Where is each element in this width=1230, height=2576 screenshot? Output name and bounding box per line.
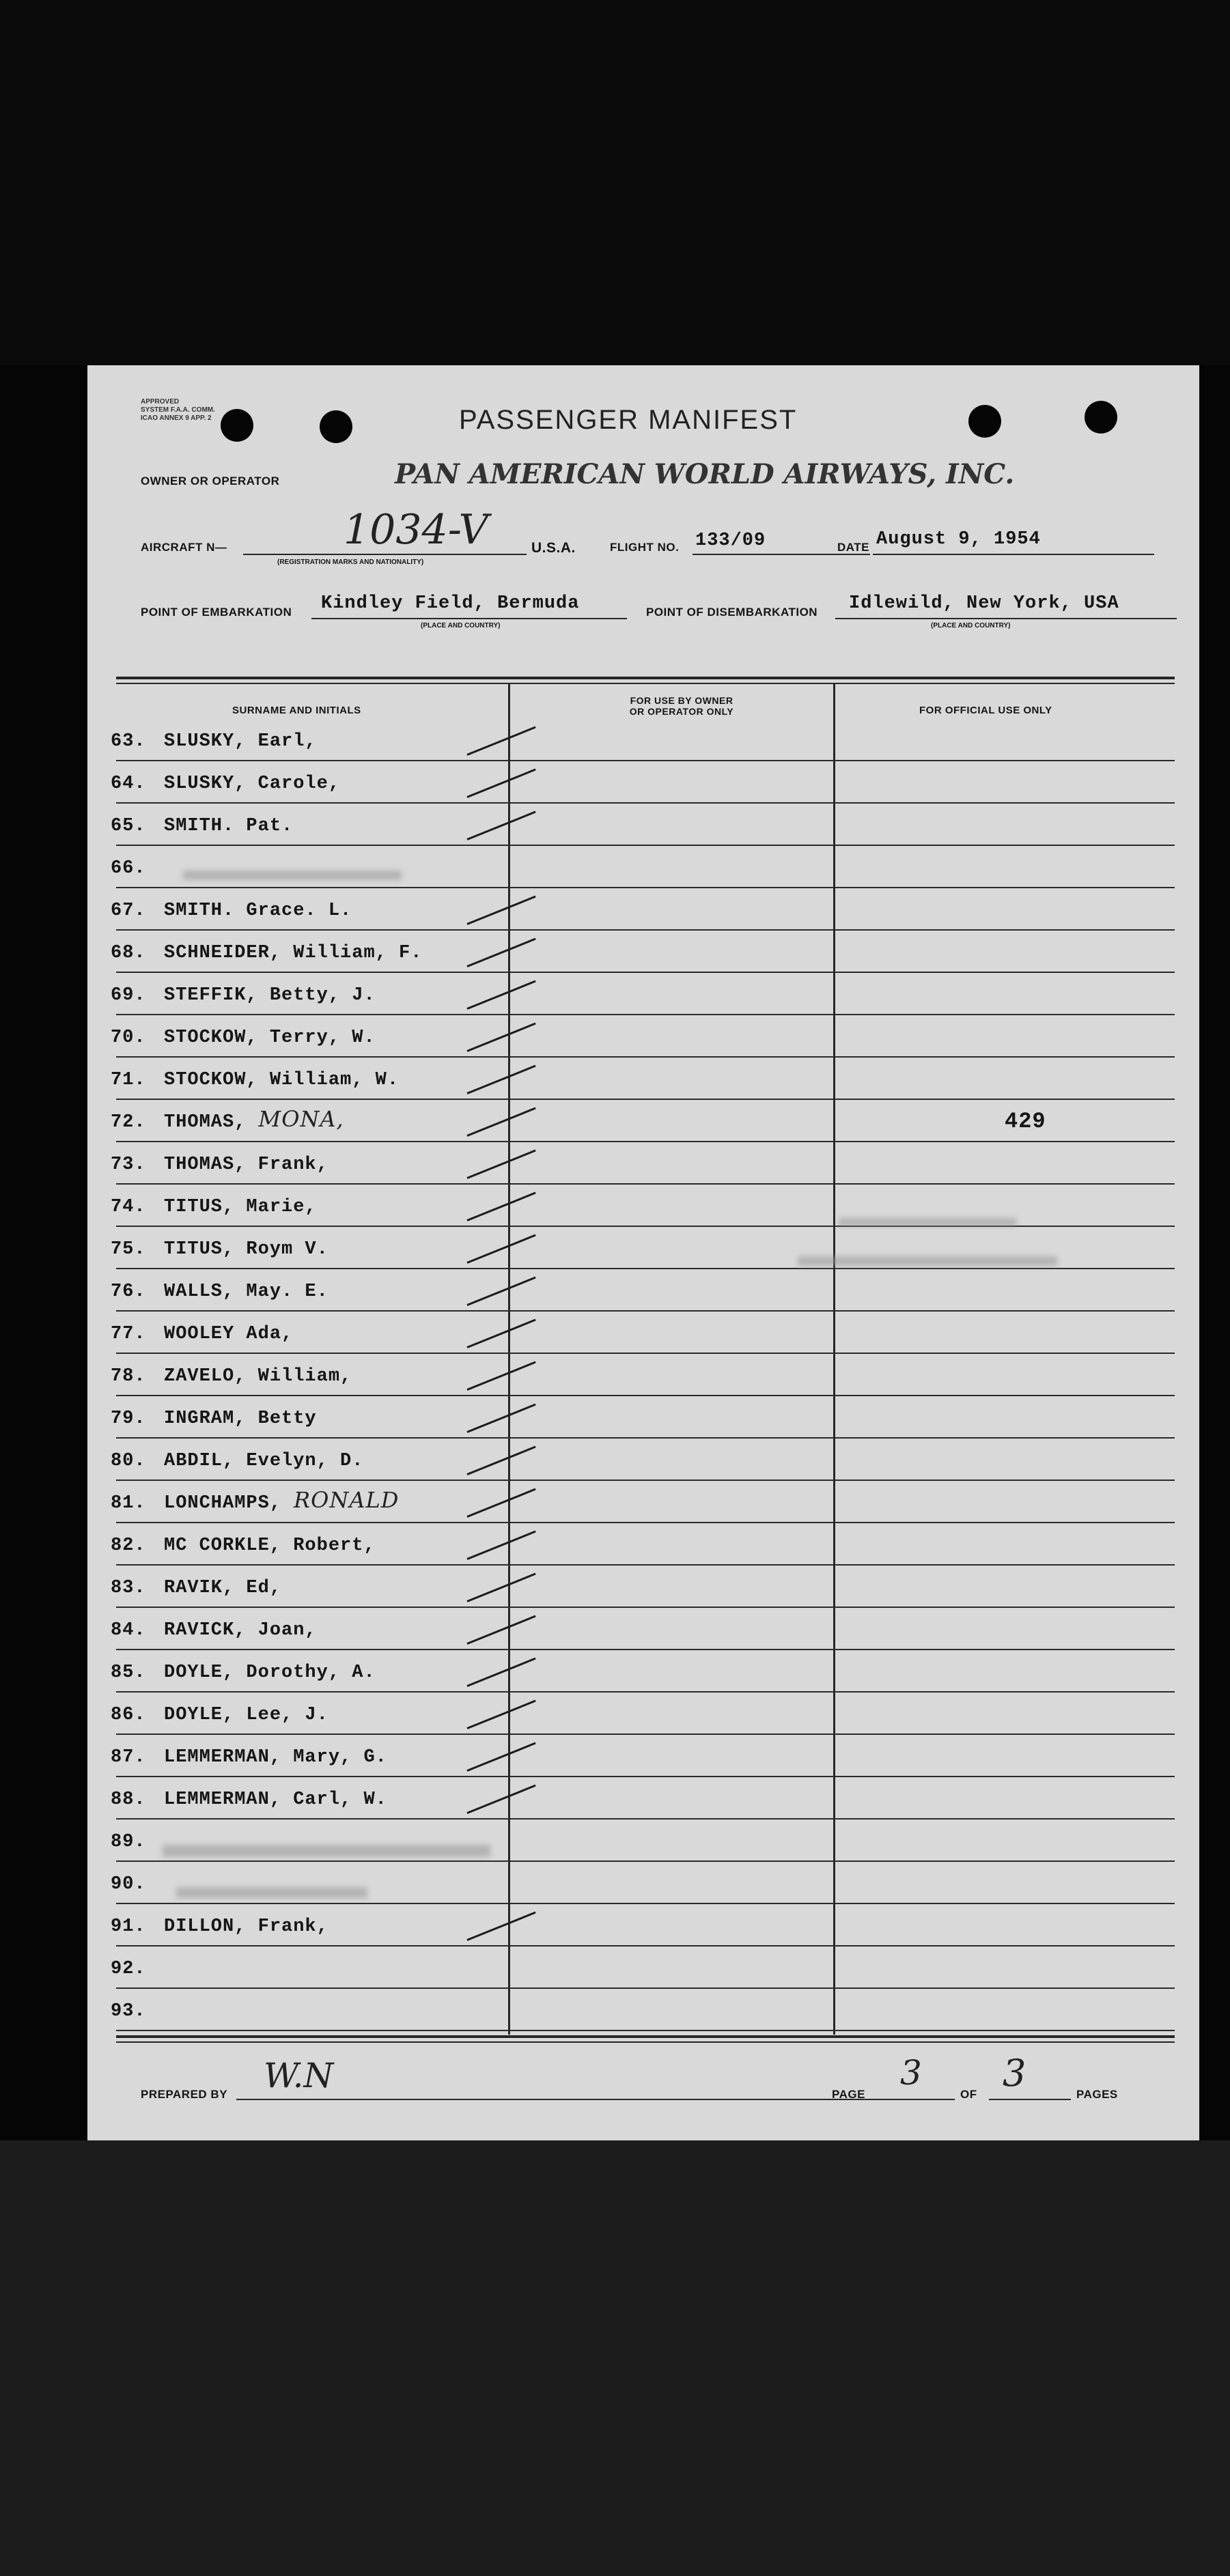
punch-hole	[221, 409, 253, 442]
row-number: 67.	[111, 901, 146, 921]
owner-name: PAN AMERICAN WORLD AIRWAYS, INC.	[395, 458, 1015, 490]
row-number: 73.	[111, 1155, 146, 1175]
check-mark	[466, 811, 535, 840]
passenger-name	[164, 1324, 293, 1344]
passenger-name-typed: WOOLEY Ada,	[164, 1324, 294, 1344]
check-mark	[466, 1065, 535, 1094]
passenger-row	[87, 719, 1199, 761]
erasure-mark	[183, 871, 402, 880]
passenger-name-typed: SCHNEIDER, William, F.	[164, 943, 423, 963]
passenger-name-typed: LONCHAMPS,	[164, 1493, 282, 1514]
passenger-name-typed: WALLS, May. E.	[164, 1282, 329, 1302]
passenger-name	[164, 1487, 399, 1514]
passenger-name-typed: DOYLE, Dorothy, A.	[164, 1662, 376, 1683]
passenger-row	[87, 1058, 1199, 1100]
passenger-row	[87, 1608, 1199, 1650]
row-number: 65.	[111, 816, 146, 836]
row-rule	[116, 2030, 1175, 2031]
check-mark	[466, 896, 535, 925]
official-use-entry: 429	[1005, 1109, 1046, 1134]
row-number: 93.	[111, 2001, 146, 2022]
flight-date: August 9, 1954	[876, 529, 1041, 550]
flight-number: 133/09	[695, 530, 766, 551]
passenger-row	[87, 1354, 1199, 1396]
passenger-row	[87, 1735, 1199, 1777]
check-mark	[466, 1277, 535, 1306]
passenger-name-typed: THOMAS,	[164, 1112, 247, 1133]
passenger-row	[87, 1481, 1199, 1523]
scan-bottom-margin	[0, 2140, 1230, 2576]
passenger-row	[87, 1566, 1199, 1608]
page-label: PAGE	[832, 2088, 865, 2101]
passenger-name-typed: ZAVELO, William,	[164, 1366, 352, 1387]
passenger-name-typed: STOCKOW, William, W.	[164, 1070, 400, 1090]
check-mark	[466, 980, 535, 1010]
passenger-name	[164, 1916, 329, 1937]
passenger-row	[87, 804, 1199, 846]
row-number: 91.	[111, 1916, 146, 1937]
of-label: OF	[960, 2088, 977, 2101]
passenger-name-typed: ABDIL, Evelyn, D.	[164, 1451, 364, 1471]
passenger-name	[164, 1620, 317, 1641]
passenger-row	[87, 1185, 1199, 1227]
check-mark	[466, 1234, 535, 1264]
punch-hole	[320, 410, 352, 443]
disembarkation-underline	[835, 618, 1177, 619]
passenger-row	[87, 1989, 1199, 2031]
passenger-name-typed: STOCKOW, Terry, W.	[164, 1028, 376, 1048]
check-mark	[466, 1700, 535, 1729]
passenger-row	[87, 973, 1199, 1015]
aircraft-underline	[243, 554, 527, 555]
disembarkation-label: POINT OF DISEMBARKATION	[646, 606, 818, 619]
check-mark	[466, 1573, 535, 1602]
passenger-name	[164, 985, 376, 1006]
erasure-mark	[176, 1887, 367, 1898]
document-title: PASSENGER MANIFEST	[459, 405, 798, 435]
check-mark	[466, 1785, 535, 1814]
passenger-name	[164, 1535, 376, 1556]
row-number: 70.	[111, 1028, 146, 1048]
passenger-row	[87, 1523, 1199, 1566]
row-number: 86.	[111, 1705, 146, 1725]
row-number: 89.	[111, 1832, 146, 1852]
check-mark	[466, 1912, 535, 1941]
check-mark	[466, 1361, 535, 1391]
row-number: 64.	[111, 774, 146, 794]
row-number: 63.	[111, 731, 146, 752]
table-bottom-rule	[116, 2035, 1175, 2038]
table-top-rule	[116, 677, 1175, 679]
passenger-name-typed: THOMAS, Frank,	[164, 1155, 329, 1175]
row-number: 81.	[111, 1493, 146, 1514]
row-number: 78.	[111, 1366, 146, 1387]
passenger-name	[164, 1451, 363, 1471]
row-number: 90.	[111, 1874, 146, 1895]
approval-line: APPROVED	[141, 398, 180, 406]
passenger-name-typed: SLUSKY, Earl,	[164, 731, 317, 752]
approval-line: ICAO ANNEX 9 APP. 2	[141, 414, 212, 422]
passenger-name	[164, 1409, 317, 1429]
passenger-row	[87, 761, 1199, 804]
passenger-name-typed: RAVIK, Ed,	[164, 1578, 282, 1598]
passenger-row	[87, 1693, 1199, 1735]
approval-line: SYSTEM F.A.A. COMM.	[141, 406, 215, 414]
passenger-row	[87, 931, 1199, 973]
prepared-underline	[236, 2099, 919, 2100]
passenger-row	[87, 1269, 1199, 1312]
check-mark	[466, 1319, 535, 1348]
passenger-row	[87, 1439, 1199, 1481]
table-bottom-rule	[116, 2041, 1175, 2043]
owner-label: OWNER OR OPERATOR	[141, 475, 280, 487]
total-pages: 3	[1003, 2052, 1026, 2095]
passenger-name	[164, 1197, 317, 1217]
pages-label: PAGES	[1076, 2088, 1118, 2101]
passenger-name	[164, 1705, 329, 1725]
passenger-row	[87, 1142, 1199, 1185]
passenger-name-typed: RAVICK, Joan,	[164, 1620, 317, 1641]
passenger-name	[164, 774, 340, 794]
check-mark	[466, 1150, 535, 1179]
erasure-mark	[163, 1845, 490, 1857]
date-underline	[873, 554, 1154, 555]
country: U.S.A.	[531, 540, 576, 556]
row-number: 84.	[111, 1620, 146, 1641]
erasure-mark	[839, 1218, 1016, 1226]
check-mark	[466, 726, 535, 756]
column-header-official: FOR OFFICIAL USE ONLY	[919, 705, 1052, 716]
check-mark	[466, 1192, 535, 1221]
check-mark	[466, 1107, 535, 1137]
passenger-row	[87, 1100, 1199, 1142]
pages-underline	[989, 2099, 1071, 2100]
check-mark	[466, 938, 535, 967]
table-top-rule	[116, 683, 1175, 684]
row-number: 87.	[111, 1747, 146, 1768]
row-number: 77.	[111, 1324, 146, 1344]
scan-top-margin	[0, 0, 1230, 365]
passenger-name-typed: TITUS, Roym V.	[164, 1239, 329, 1260]
passenger-name	[164, 1070, 399, 1090]
passenger-name	[164, 1366, 352, 1387]
row-number: 85.	[111, 1662, 146, 1683]
passenger-row	[87, 1947, 1199, 1989]
row-number: 66.	[111, 858, 146, 879]
passenger-name-typed: SMITH. Grace. L.	[164, 901, 352, 921]
passenger-name	[164, 1155, 329, 1175]
passenger-name	[164, 1789, 387, 1810]
row-number: 79.	[111, 1409, 146, 1429]
row-number: 72.	[111, 1112, 146, 1133]
approval-stamp	[141, 398, 215, 423]
embarkation-underline	[311, 618, 627, 619]
embarkation-label: POINT OF EMBARKATION	[141, 606, 292, 619]
check-mark	[466, 769, 535, 798]
passenger-name-typed: LEMMERMAN, Mary, G.	[164, 1747, 387, 1768]
passenger-row	[87, 1312, 1199, 1354]
page-number: 3	[900, 2053, 922, 2093]
row-number: 68.	[111, 943, 146, 963]
preparer-initials: W.N	[264, 2056, 334, 2095]
passenger-row	[87, 1396, 1199, 1439]
passenger-name	[164, 731, 317, 752]
passenger-row	[87, 1650, 1199, 1693]
passenger-row	[87, 1904, 1199, 1947]
passenger-row	[87, 1777, 1199, 1820]
passenger-name	[164, 1028, 376, 1048]
row-number: 74.	[111, 1197, 146, 1217]
place-caption: (PLACE AND COUNTRY)	[421, 622, 501, 629]
check-mark	[466, 1531, 535, 1560]
passenger-name-typed: LEMMERMAN, Carl, W.	[164, 1789, 387, 1810]
row-number: 76.	[111, 1282, 146, 1302]
place-caption: (PLACE AND COUNTRY)	[931, 622, 1011, 629]
passenger-name	[164, 943, 422, 963]
punch-hole	[1085, 401, 1117, 434]
row-number: 92.	[111, 1959, 146, 1979]
check-mark	[466, 1615, 535, 1645]
passenger-row	[87, 888, 1199, 931]
passenger-name-typed: DOYLE, Lee, J.	[164, 1705, 329, 1725]
row-number: 69.	[111, 985, 146, 1006]
handwritten-name: MONA,	[258, 1106, 344, 1132]
check-mark	[466, 1658, 535, 1687]
check-mark	[466, 1023, 535, 1052]
row-number: 71.	[111, 1070, 146, 1090]
check-mark	[466, 1742, 535, 1772]
aircraft-number: 1034-V	[344, 506, 488, 554]
passenger-name-typed: INGRAM, Betty	[164, 1409, 317, 1429]
passenger-name	[164, 816, 293, 836]
page-underline	[873, 2099, 955, 2100]
passenger-name-typed: MC CORKLE, Robert,	[164, 1535, 376, 1556]
embarkation-point: Kindley Field, Bermuda	[321, 593, 580, 614]
prepared-label: PREPARED BY	[141, 2088, 228, 2101]
aircraft-label: AIRCRAFT N—	[141, 541, 227, 554]
registration-caption: (REGISTRATION MARKS AND NATIONALITY)	[277, 558, 424, 566]
column-header-names: SURNAME AND INITIALS	[232, 705, 361, 716]
passenger-name	[164, 1282, 329, 1302]
disembarkation-point: Idlewild, New York, USA	[849, 593, 1119, 614]
passenger-name	[164, 1239, 329, 1260]
erasure-mark	[798, 1256, 1057, 1266]
row-number: 80.	[111, 1451, 146, 1471]
row-number: 82.	[111, 1535, 146, 1556]
date-label: DATE	[837, 541, 870, 554]
row-number: 83.	[111, 1578, 146, 1598]
passenger-name	[164, 1578, 281, 1598]
column-header-operator: FOR USE BY OWNER OR OPERATOR ONLY	[629, 695, 734, 717]
passenger-name-typed: SLUSKY, Carole,	[164, 774, 341, 794]
check-mark	[466, 1446, 535, 1475]
passenger-name	[164, 1747, 387, 1768]
passenger-list	[87, 719, 1199, 2032]
passenger-name	[164, 1662, 376, 1683]
check-mark	[466, 1404, 535, 1433]
passenger-row	[87, 1015, 1199, 1058]
passenger-name	[164, 1106, 344, 1133]
passenger-name	[164, 901, 352, 921]
manifest-sheet	[87, 365, 1199, 2140]
row-number: 75.	[111, 1239, 146, 1260]
row-number: 88.	[111, 1789, 146, 1810]
passenger-name-typed: TITUS, Marie,	[164, 1197, 317, 1217]
passenger-name-typed: SMITH. Pat.	[164, 816, 294, 836]
passenger-name-typed: DILLON, Frank,	[164, 1916, 329, 1937]
handwritten-name: RONALD	[294, 1487, 400, 1513]
flight-label: FLIGHT NO.	[610, 541, 680, 554]
passenger-row	[87, 846, 1199, 888]
passenger-name-typed: STEFFIK, Betty, J.	[164, 985, 376, 1006]
punch-hole	[968, 405, 1001, 438]
check-mark	[466, 1488, 535, 1518]
